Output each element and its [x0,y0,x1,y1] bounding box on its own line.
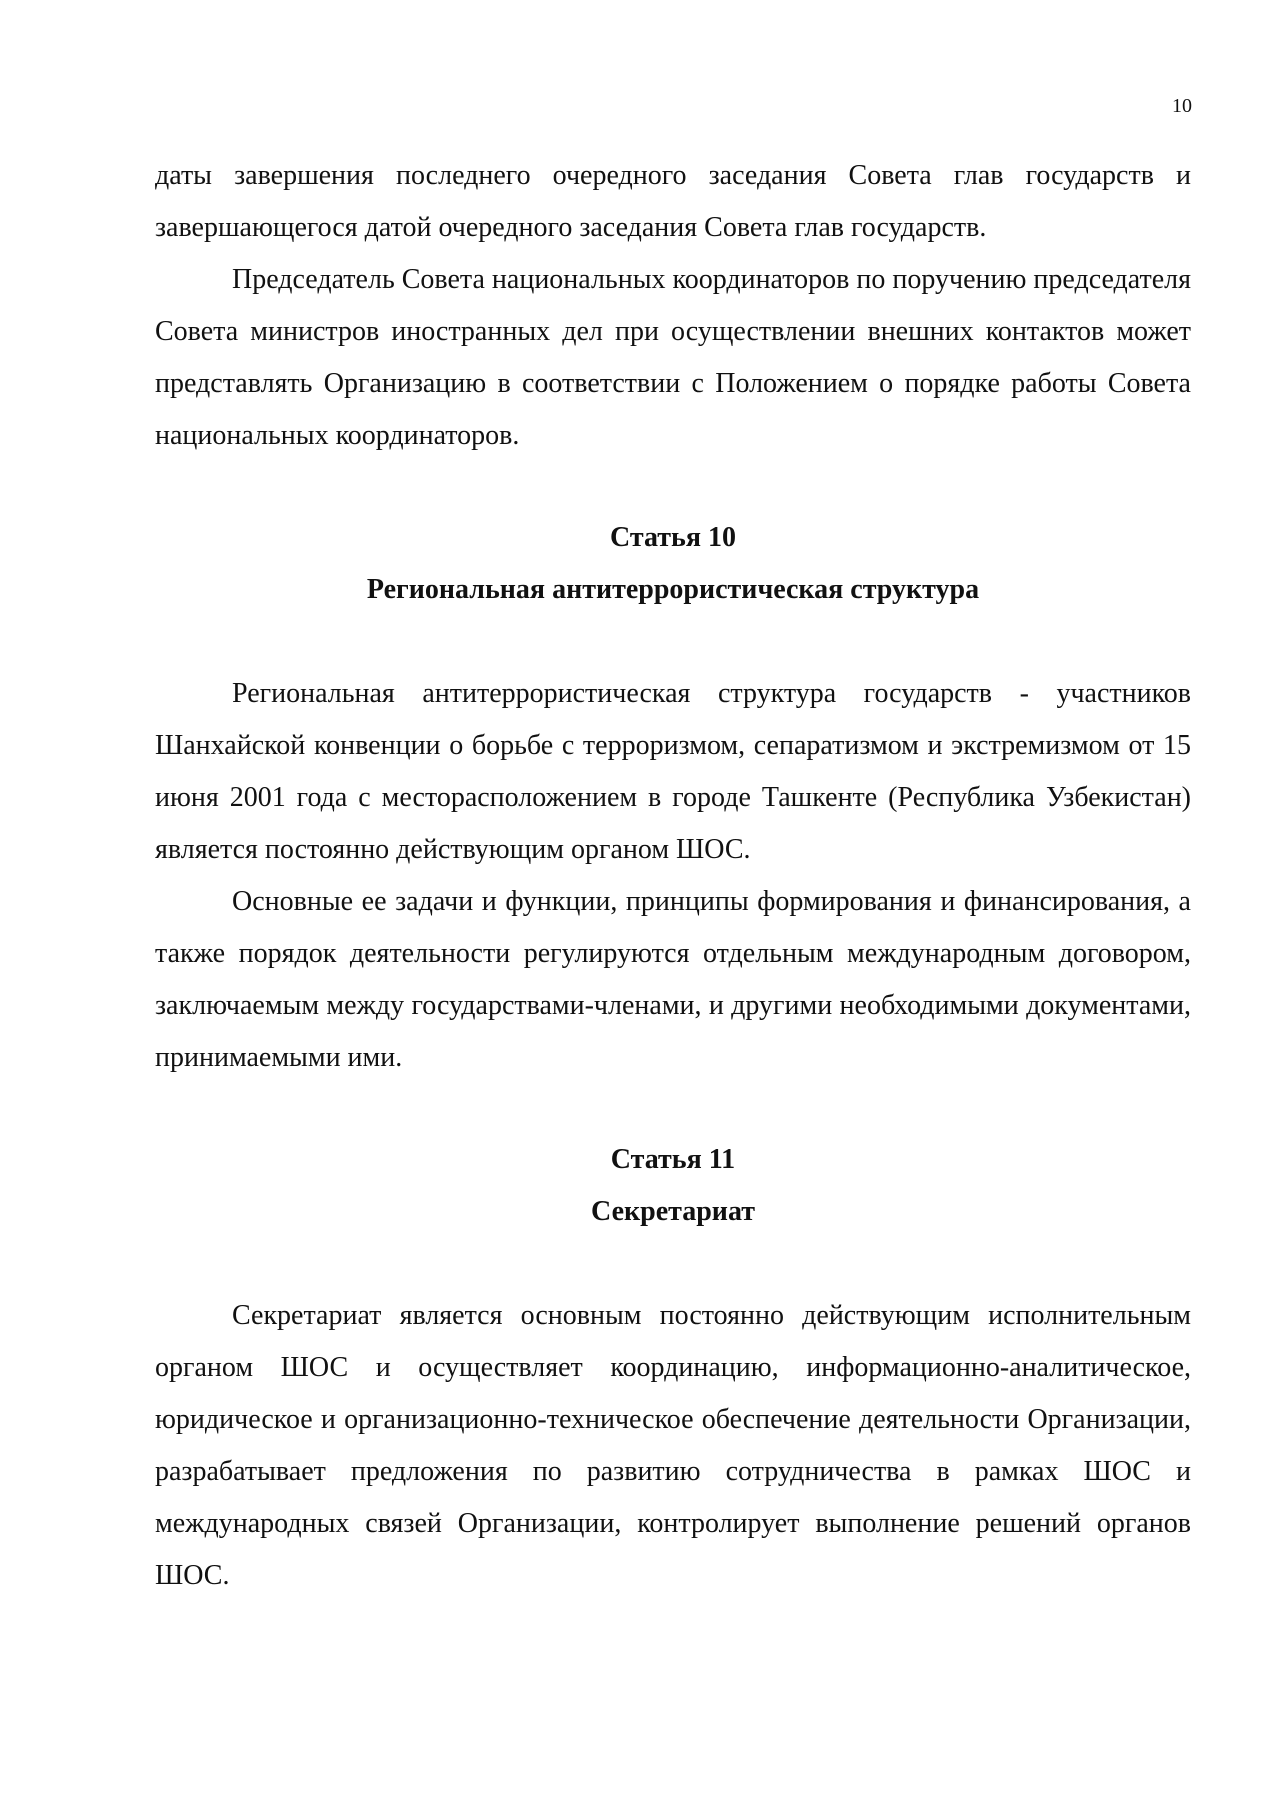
article-10-body [155,668,1191,1084]
article-11-number: Статья 11 [610,1144,736,1175]
article-11-paragraph-1: Секретариат является основным постоянно действующим исполнительным органом ШОС и осуществляет координацию, информационно-аналитическое, юридическое и организационно-техническое обеспечение деятельности Организации, разрабатывает предложения по развитию сотрудничества в рамках ШОС и международных связей Организации, контролирует выполнение решений органов ШОС. [155,1300,1191,1591]
article-10-paragraph-2: Основные ее задачи и функции, принципы формирования и финансирования, а также порядок деятельности регулируются отдельным международным договором, заключаемым между государствами-членами, и другими необходимыми документами, принимаемыми ими. [155,886,1191,1073]
page-number: 10 [1172,95,1192,117]
article-10-title: Региональная антитеррористическая структура [366,574,980,605]
article-11-body [155,1290,1191,1602]
article-10-header [155,512,1191,616]
article-10-number: Статья 10 [610,522,736,553]
article-11-header [155,1134,1191,1238]
intro-paragraph-continuation: даты завершения последнего очередного заседания Совета глав государств и завершающегося датой очередного заседания Совета глав государств. [155,160,1191,243]
intro-paragraph-chairman: Председатель Совета национальных координаторов по поручению председателя Совета министров иностранных дел при осуществлении внешних контактов может представлять Организацию в соответствии с Положением о порядке работы Совета национальных координаторов. [155,264,1191,451]
document-body [155,150,1191,1602]
article-11-title: Секретариат [591,1196,755,1227]
article-10-paragraph-1: Региональная антитеррористическая структура государств - участников Шанхайской конвенции о борьбе с терроризмом, сепаратизмом и экстремизмом от 15 июня 2001 года с месторасположением в городе Ташкенте (Республика Узбекистан) является постоянно действующим органом ШОС. [155,678,1191,865]
